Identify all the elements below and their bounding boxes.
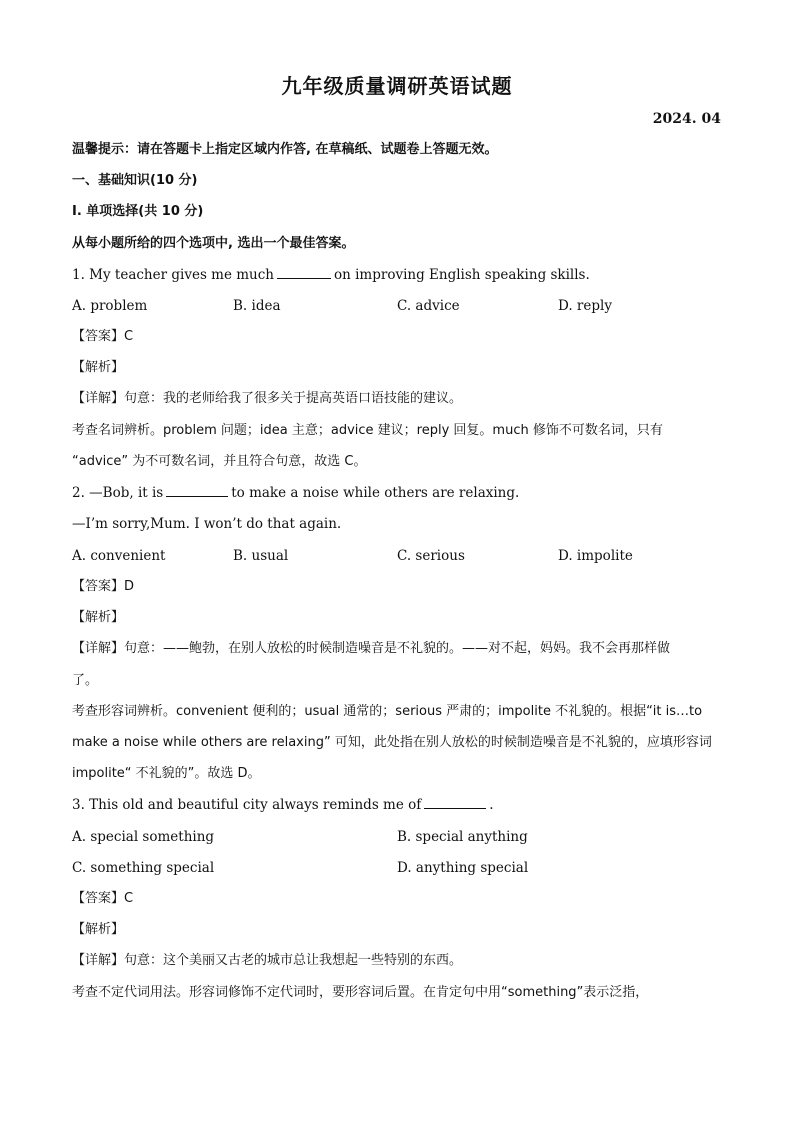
question-3-option-d: D. anything special (397, 860, 529, 876)
question-3-stem-start: 3. This old and beautiful city always reminds me of (72, 797, 422, 813)
question-1-explanation-1: 考查名词辨析。problem 问题；idea 主意；advice 建议；reply 回复。much 修饰不可数名词，只有 (72, 423, 663, 438)
question-2-analysis-label: 【解析】 (72, 610, 125, 625)
answer-blank (277, 266, 331, 279)
question-1-option-a: A. problem (72, 298, 148, 314)
instruction: 从每小题所给的四个选项中, 选出一个最佳答案。 (72, 236, 355, 251)
answer-blank (166, 484, 228, 497)
question-3-option-b: B. special anything (397, 829, 528, 845)
question-2-explanation-3: impolite“ 不礼貌的”。故选 D。 (72, 766, 261, 781)
question-3-stem-end: . (489, 797, 494, 813)
question-3-answer: 【答案】C (72, 891, 134, 906)
question-2-stem-start: 2. —Bob, it is (72, 485, 164, 501)
question-2-option-a: A. convenient (72, 548, 166, 564)
question-2-explanation-1: 考查形容词辨析。convenient 便利的；usual 通常的；serious 严肃的；impolite 不礼貌的。根据“it is…to (72, 704, 703, 719)
question-2-detail-1: 【详解】句意：——鲍勃，在别人放松的时候制造噪音是不礼貌的。——对不起，妈妈。我不会再那样做 (72, 641, 671, 656)
notice: 温馨提示：请在答题卡上指定区域内作答, 在草稿纸、试题卷上答题无效。 (72, 142, 498, 157)
question-1-answer: 【答案】C (72, 329, 134, 344)
question-2-option-b: B. usual (233, 548, 289, 564)
question-2-reply: —I’m sorry,Mum. I won’t do that again. (72, 516, 342, 532)
question-1-explanation-2: “advice” 为不可数名词，并且符合句意，故选 C。 (72, 454, 367, 469)
question-3-option-c: C. something special (72, 860, 215, 876)
question-2-option-c: C. serious (397, 548, 465, 564)
subsection-heading: I. 单项选择(共 10 分) (72, 204, 204, 219)
page-title: 九年级质量调研英语试题 (281, 74, 513, 98)
question-3-explanation-1: 考查不定代词用法。形容词修饰不定代词时，要形容词后置。在肯定句中用“something”表示泛指， (72, 985, 649, 1000)
exam-date: 2024. 04 (652, 111, 721, 127)
question-1-analysis-label: 【解析】 (72, 360, 125, 375)
question-1-stem-end: on improving English speaking skills. (334, 267, 590, 283)
question-2-stem (72, 484, 519, 502)
answer-blank (424, 796, 486, 809)
question-2-answer: 【答案】D (72, 579, 135, 594)
question-3-analysis-label: 【解析】 (72, 922, 125, 937)
question-3-detail: 【详解】句意：这个美丽又古老的城市总让我想起一些特别的东西。 (72, 953, 463, 968)
question-2-option-d: D. impolite (558, 548, 633, 564)
question-3-option-a: A. special something (72, 829, 215, 845)
question-2-detail-2: 了。 (72, 673, 99, 688)
question-1-stem-start: 1. My teacher gives me much (72, 267, 274, 283)
question-2-explanation-2: make a noise while others are relaxing” 可知，此处指在别人放松的时候制造噪音是不礼貌的，应填形容词 (72, 735, 712, 750)
question-2-stem-end: to make a noise while others are relaxing. (231, 485, 520, 501)
question-1-option-c: C. advice (397, 298, 460, 314)
question-1-stem (72, 266, 590, 284)
question-1-detail: 【详解】句意：我的老师给我了很多关于提高英语口语技能的建议。 (72, 391, 463, 406)
question-1-option-d: D. reply (558, 298, 612, 314)
question-3-stem (72, 796, 494, 814)
section-heading: 一、基础知识(10 分) (72, 173, 198, 188)
question-1-option-b: B. idea (233, 298, 281, 314)
